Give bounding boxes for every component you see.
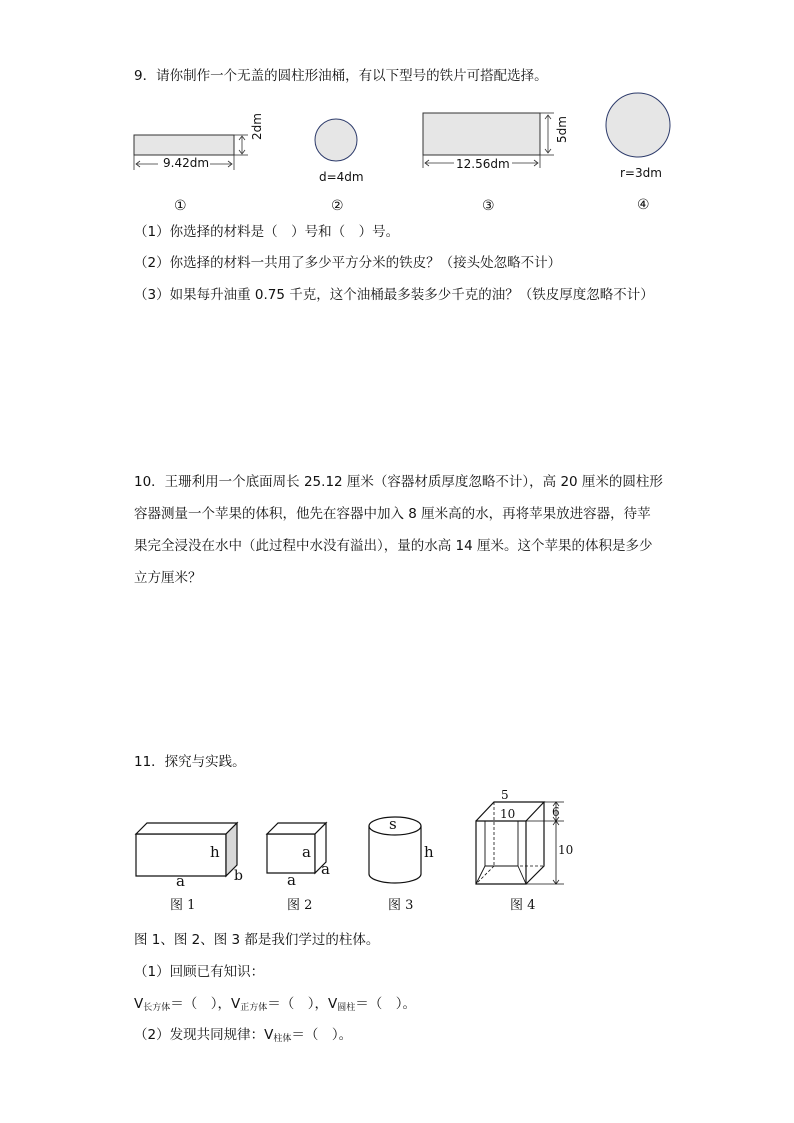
circle-sheet-2 bbox=[313, 117, 361, 165]
formula-eq-cylinder: ＝（ ）。 bbox=[355, 996, 417, 1012]
q11-sub2-prefix: （2）发现共同规律：V bbox=[134, 1027, 274, 1043]
figure-4-right-top-label: 6 bbox=[552, 805, 560, 819]
option-number-2: ② bbox=[331, 198, 344, 214]
q10-line4: 立方厘米？ bbox=[134, 570, 202, 586]
formula-eq-cuboid: ＝（ ），V bbox=[170, 996, 241, 1012]
sheet-4-label: r=3dm bbox=[620, 166, 662, 180]
figure-1-caption: 图 1 bbox=[170, 898, 196, 913]
formula-sub-cube: 正方体 bbox=[240, 1003, 268, 1013]
figure-1-h-label: h bbox=[210, 843, 220, 861]
sheet-3-width-label: 12.56dm bbox=[456, 157, 510, 171]
figure-1-a-label: a bbox=[176, 872, 185, 890]
figure-2-a-side-label: a bbox=[321, 860, 330, 878]
figure-2-caption: 图 2 bbox=[287, 898, 313, 913]
option-number-4: ④ bbox=[637, 197, 650, 213]
figure-2-cube bbox=[265, 820, 329, 876]
figure-1-cuboid bbox=[134, 820, 246, 882]
q10-line3: 果完全浸没在水中（此过程中水没有溢出），量的水高 14 厘米。这个苹果的体积是多少 bbox=[134, 538, 653, 554]
q11-sub1: （1）回顾已有知识： bbox=[134, 964, 265, 980]
q9-sub1: （1）你选择的材料是（ ）号和（ ）号。 bbox=[134, 224, 400, 240]
sheet-1-height-label: 2dm bbox=[250, 113, 264, 140]
sheet-3-height-label: 5dm bbox=[555, 116, 569, 143]
figure-2-a-front-label: a bbox=[302, 843, 311, 861]
sheet-2-label: d=4dm bbox=[319, 170, 364, 184]
circle-sheet-4 bbox=[604, 91, 674, 161]
figure-2-a-bottom-label: a bbox=[287, 871, 296, 889]
figure-3-s-label: s bbox=[389, 815, 397, 833]
q9-sub2: （2）你选择的材料一共用了多少平方分米的铁皮？（接头处忽略不计） bbox=[134, 255, 562, 271]
formula-sub-cuboid: 长方体 bbox=[143, 1003, 171, 1013]
q11-sub2-suffix: ＝（ ）。 bbox=[291, 1027, 353, 1043]
figure-4-top-label: 5 bbox=[501, 788, 509, 802]
figure-1-b-label: b bbox=[234, 868, 243, 884]
q9-sub3: （3）如果每升油重 0.75 千克，这个油桶最多装多少千克的油？（铁皮厚度忽略不计） bbox=[134, 287, 654, 303]
formula-v: V bbox=[134, 996, 144, 1012]
formula-eq-cube: ＝（ ），V bbox=[267, 996, 338, 1012]
q10-line1: 10．王珊利用一个底面周长 25.12 厘米（容器材质厚度忽略不计），高 20 厘米的圆柱形 bbox=[134, 474, 663, 490]
q10-line2: 容器测量一个苹果的体积，他先在容器中加入 8 厘米高的水，再将苹果放进容器，待苹 bbox=[134, 506, 651, 522]
q11-formula-row bbox=[134, 995, 416, 1017]
figure-3-caption: 图 3 bbox=[388, 898, 414, 913]
formula-sub-cylinder: 圆柱 bbox=[337, 1003, 356, 1013]
figure-3-h-label: h bbox=[424, 843, 434, 861]
figure-4-inner-label: 10 bbox=[500, 807, 516, 821]
sheet-1-width-label: 9.42dm bbox=[163, 156, 210, 170]
formula-sub-prism: 柱体 bbox=[273, 1034, 292, 1044]
q11-intro: 图 1、图 2、图 3 都是我们学过的柱体。 bbox=[134, 932, 380, 948]
figure-4-right-label: 10 bbox=[558, 843, 574, 857]
q9-stem: 9．请你制作一个无盖的圆柱形油桶，有以下型号的铁片可搭配选择。 bbox=[134, 68, 548, 84]
option-number-3: ③ bbox=[482, 198, 495, 214]
option-number-1: ① bbox=[174, 198, 187, 214]
q11-sub2 bbox=[134, 1026, 352, 1048]
figure-4-caption: 图 4 bbox=[510, 898, 536, 913]
q11-stem: 11．探究与实践。 bbox=[134, 754, 246, 770]
